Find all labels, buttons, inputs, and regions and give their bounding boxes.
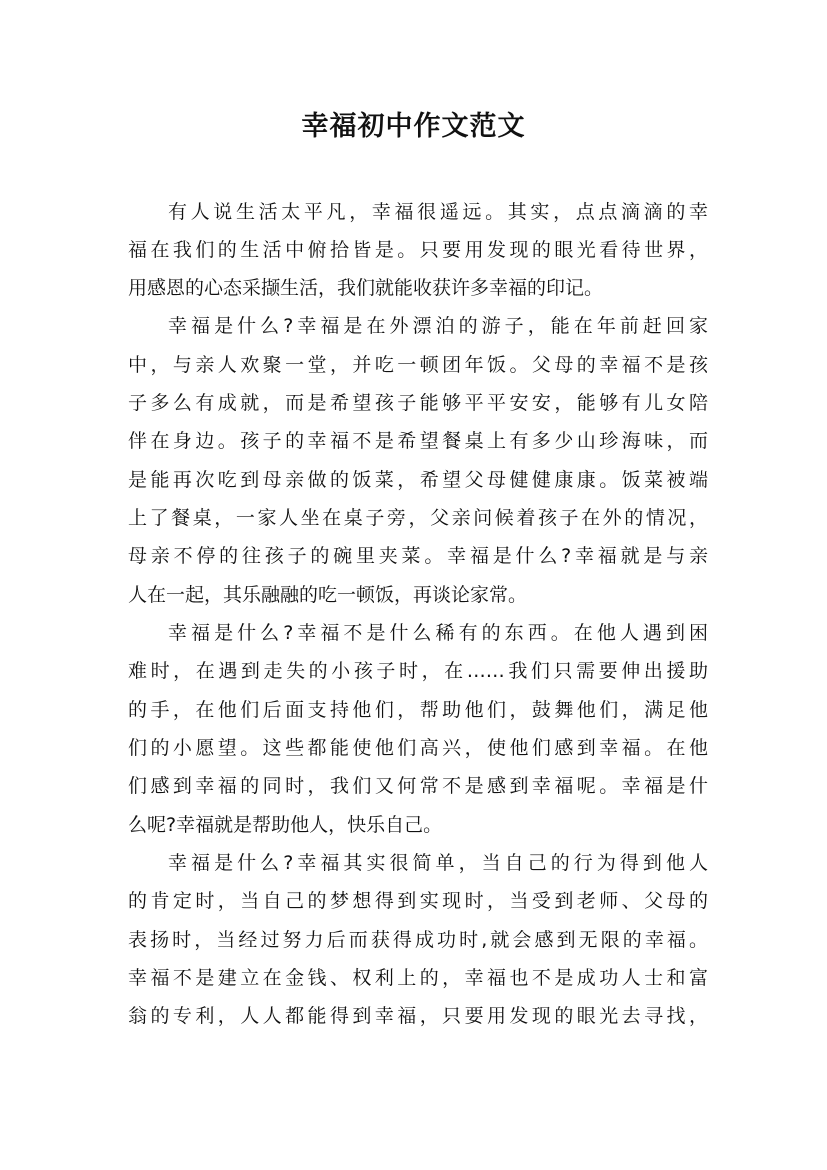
paragraph-line: 么呢?幸福就是帮助他人，快乐自己。	[128, 814, 443, 836]
paragraph-line: 幸福是什么?幸福不是什么稀有的东西。在他人遇到困	[168, 622, 708, 644]
paragraph-line: 用感恩的心态采撷生活，我们就能收获许多幸福的印记。	[128, 277, 604, 299]
paragraph-line: 幸福是什么?幸福是在外漂泊的游子，能在年前赶回家	[168, 315, 708, 337]
paragraph-line: 幸福不是建立在金钱、权利上的，幸福也不是成功人士和富	[128, 967, 708, 989]
document-title: 幸福初中作文范文	[301, 111, 526, 142]
paragraph-line: 是能再次吃到母亲做的饭菜，希望父母健健康康。饭菜被端	[128, 469, 708, 491]
paragraph-line: 上了餐桌，一家人坐在桌子旁，父亲问候着孩子在外的情况，	[128, 507, 708, 529]
paragraph-line: 的手，在他们后面支持他们，帮助他们，鼓舞他们，满足他	[128, 699, 708, 721]
paragraph-line: 中，与亲人欢聚一堂，并吃一顿团年饭。父母的幸福不是孩	[128, 354, 708, 376]
paragraph-line: 们的小愿望。这些都能使他们高兴，使他们感到幸福。在他	[128, 737, 708, 759]
paragraph-line: 翁的专利，人人都能得到幸福，只要用发现的眼光去寻找，	[128, 1005, 708, 1027]
paragraph-line: 难时，在遇到走失的小孩子时，在……我们只需要伸出援助	[128, 660, 708, 682]
paragraph-line: 幸福是什么?幸福其实很简单，当自己的行为得到他人	[168, 852, 708, 874]
paragraph-line: 母亲不停的往孩子的碗里夹菜。幸福是什么?幸福就是与亲	[128, 545, 708, 567]
paragraph-line: 福在我们的生活中俯拾皆是。只要用发现的眼光看待世界，	[128, 239, 708, 261]
paragraph-line: 伴在身边。孩子的幸福不是希望餐桌上有多少山珍海味，而	[128, 430, 708, 452]
paragraph-line: 子多么有成就，而是希望孩子能够平平安安，能够有儿女陪	[128, 392, 708, 414]
paragraph-line: 们感到幸福的同时，我们又何常不是感到幸福呢。幸福是什	[128, 775, 708, 797]
paragraph-line: 人在一起，其乐融融的吃一顿饭，再谈论家常。	[128, 584, 528, 606]
paragraph-line: 的肯定时，当自己的梦想得到实现时，当受到老师、父母的	[128, 890, 708, 912]
paragraph-line: 有人说生活太平凡，幸福很遥远。其实，点点滴滴的幸	[168, 201, 708, 223]
paragraph-line: 表扬时，当经过努力后而获得成功时,就会感到无限的幸福。	[128, 929, 708, 951]
